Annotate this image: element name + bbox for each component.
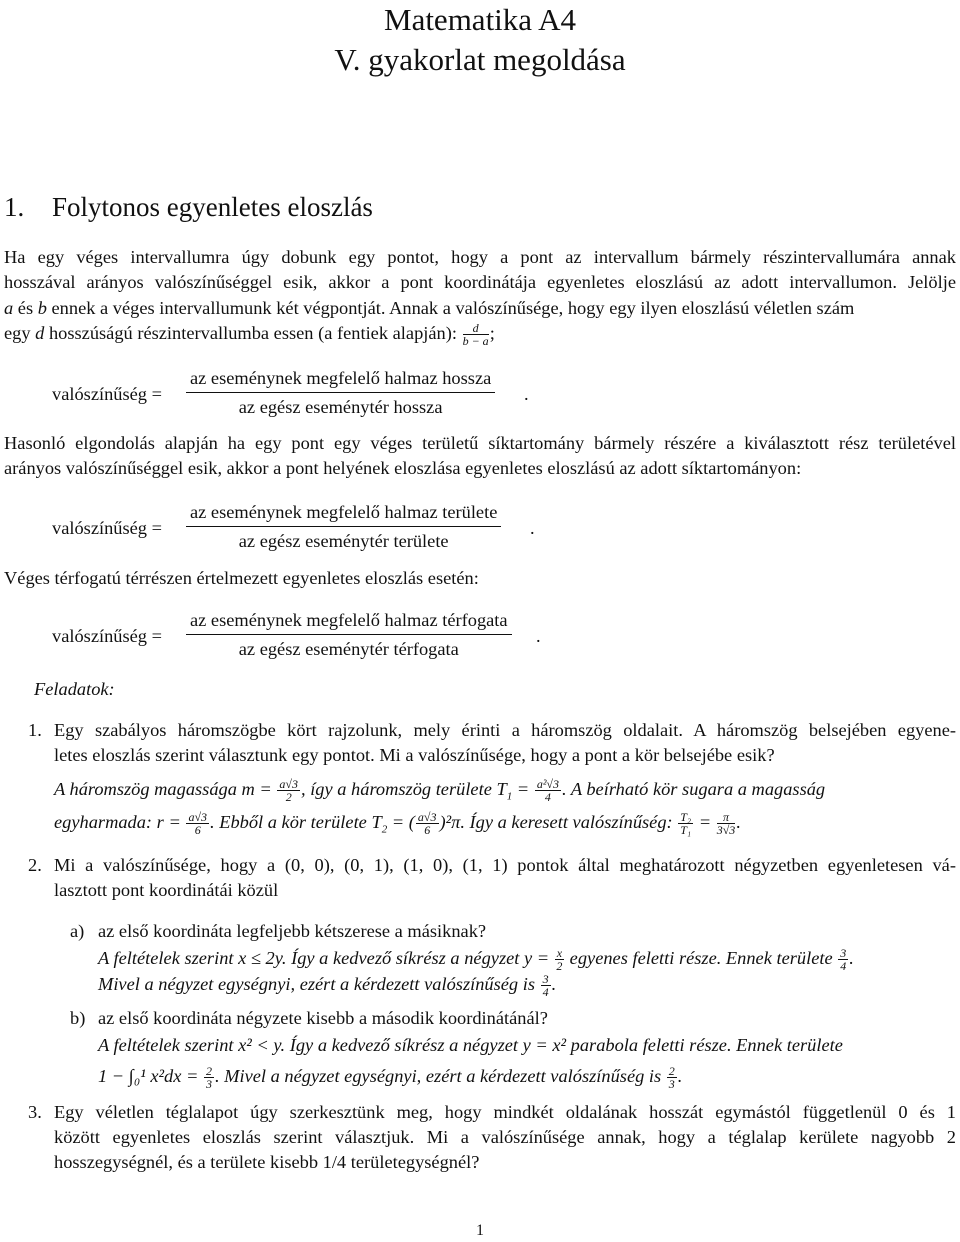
var-T: T: [496, 779, 507, 799]
fraction-denominator: 6: [194, 823, 201, 838]
tasks-label: Feladatok:: [34, 679, 115, 699]
subtask-a-label: a): [70, 921, 85, 941]
equation-end: .: [536, 626, 541, 646]
fraction-numerator: a√3: [417, 810, 437, 825]
var-a: a: [4, 298, 14, 318]
solution-text: )²π. Így a keresett valószínűség:: [439, 812, 678, 832]
intro-text: hosszúságú részintervallumba essen (a fentiek alapján):: [44, 323, 462, 343]
fraction-denominator: 3: [205, 1077, 212, 1092]
subtask-a-question: az első koordináta legfeljebb kétszerese a másiknak?: [98, 921, 487, 941]
parabola-equation: y = x²: [522, 1035, 567, 1055]
task-text: hosszegységnél, és a területe kisebb: [54, 1152, 323, 1172]
solution-text: .: [736, 812, 741, 832]
points-list: (0, 0), (0, 1), (1, 0), (1, 1): [284, 855, 508, 875]
task3-line-3: [54, 1150, 479, 1174]
solution-text: Mivel a négyzet egységnyi, ezért a kérdezett valószínűség is: [98, 974, 540, 994]
intro-line-2: hosszával arányos valószínűséggel esik, akkor a pont koordinátája egyenletes eloszlású az adott intervallumon. Jelölje: [4, 272, 956, 292]
equation-fraction: [186, 608, 512, 661]
intro-text: és: [13, 298, 38, 318]
para2-line-1: Hasonló elgondolás alapján ha egy pont egy véges területű síktartomány bármely részére a kiválasztott rész területével: [4, 433, 956, 453]
fraction-denominator: 3: [668, 1077, 675, 1092]
solution-text: .: [551, 974, 557, 994]
solution-text: =: [163, 812, 186, 832]
inline-fraction: [416, 811, 439, 836]
inline-fraction: [838, 947, 848, 972]
intro-text: ;: [489, 323, 495, 343]
solution-text: =: [532, 948, 554, 968]
solution-text: . A beírható kör sugara a magasság: [562, 779, 826, 799]
fraction-denominator: 4: [544, 790, 551, 805]
solution-text: . Így a kedvező síkrész a négyzet: [280, 1035, 523, 1055]
inline-fraction: [717, 811, 736, 836]
inequality: x² < y: [238, 1035, 281, 1055]
section-number: 1.: [4, 192, 25, 222]
intro-line-3: [4, 296, 854, 320]
inline-fraction: [555, 947, 564, 972]
var-T: T: [371, 812, 382, 832]
fraction-denominator: az egész eseménytér területe: [238, 531, 449, 551]
solution-text: A háromszög magassága: [54, 779, 242, 799]
inline-fraction: [186, 811, 209, 836]
task1-solution-line-1: [54, 777, 825, 809]
inline-fraction: [204, 1065, 214, 1090]
task2-line-2: lasztott pont koordinátái közül: [54, 880, 279, 900]
page-number: 1: [476, 1222, 484, 1239]
solution-text: egyharmada:: [54, 812, 157, 832]
fraction-numerator: 3: [542, 972, 549, 987]
task1-solution-line-2: [54, 810, 741, 842]
fraction-inline: 1/4: [322, 1152, 347, 1172]
intro-line-4: [4, 321, 495, 347]
task2-line-1: [54, 853, 956, 877]
intro-text: ennek a véges intervallumunk két végpontját. Annak a valószínűsége, hogy egy ilyen eloszlású véletlen szám: [46, 298, 855, 318]
fraction-denominator: 4: [542, 985, 549, 1000]
solution-text: . Mivel a négyzet egységnyi, ezért a kérdezett valószínűség is: [214, 1066, 666, 1086]
section-heading: [4, 190, 373, 224]
fraction-numerator: x: [556, 946, 563, 961]
fraction-numerator: az eseménynek megfelelő halmaz területe: [186, 500, 501, 527]
fraction-numerator: π: [717, 811, 736, 824]
subscript: 2: [381, 823, 388, 836]
inline-fraction: [541, 973, 551, 998]
solution-text: , így a háromszög területe: [301, 779, 497, 799]
inequality: x ≤ 2y: [238, 948, 282, 968]
solution-text: A feltételek szerint: [98, 948, 239, 968]
fraction-denominator: 4: [840, 959, 847, 974]
subtask-a-solution-line-2: [98, 972, 556, 998]
subtask-b-label: b): [70, 1008, 86, 1028]
document-title: Matematika A4: [384, 2, 576, 37]
equation-fraction: [186, 366, 495, 419]
fraction-denominator: 2: [285, 790, 292, 805]
fraction-denominator: T₁: [680, 823, 692, 838]
document-subtitle: V. gyakorlat megoldása: [334, 42, 626, 77]
solution-text: parabola feletti része. Ennek területe: [566, 1035, 843, 1055]
intro-text: egy: [4, 323, 36, 343]
inline-fraction: [277, 778, 300, 803]
equation-end: .: [530, 518, 535, 538]
task-text: területegységnél?: [346, 1152, 480, 1172]
task3-line-1: Egy véletlen téglalapot úgy szerkesztünk meg, hogy mindkét oldalának hosszát egymástól függetlenül 0 és 1: [54, 1102, 956, 1122]
equation-lhs: valószínűség =: [52, 518, 162, 538]
solution-text: = (: [387, 812, 415, 832]
fraction-denominator: 2: [556, 959, 563, 974]
fraction-denominator: az egész eseménytér térfogata: [238, 639, 459, 659]
subtask-b-solution-line-2: [98, 1064, 682, 1090]
task3-line-2: között egyenletes eloszlás szerint választjuk. Mi a valószínűsége annak, hogy a téglalap kerülete nagyobb 2: [54, 1127, 956, 1147]
solution-text: A feltételek szerint: [98, 1035, 239, 1055]
subscript: 1: [506, 790, 513, 803]
task1-line-1: Egy szabályos háromszögbe kört rajzolunk, mely érinti a háromszög oldalait. A háromszög belsejében egyene-: [54, 720, 956, 740]
task3-number: 3.: [28, 1102, 42, 1122]
fraction-numerator: a²√3: [536, 777, 559, 792]
fraction-numerator: T₂: [680, 810, 692, 825]
fraction-denominator: az egész eseménytér hossza: [238, 397, 443, 417]
para3-line-1: Véges térfogatú térrészen értelmezett egyenletes eloszlás esetén:: [4, 568, 479, 588]
subtask-b-question: az első koordináta négyzete kisebb a második koordinátánál?: [98, 1008, 548, 1028]
section-title: Folytonos egyenletes eloszlás: [52, 192, 373, 222]
fraction-numerator: d: [463, 322, 489, 335]
fraction-numerator: 2: [205, 1064, 212, 1079]
integral-expression: 1 − ∫₀¹ x²dx =: [98, 1066, 203, 1086]
para2-line-2: arányos valószínűséggel esik, akkor a pont helyének eloszlása egyenletes eloszlású az adott síktartományon:: [4, 458, 802, 478]
fraction-numerator: az eseménynek megfelelő halmaz térfogata: [186, 608, 512, 635]
solution-text: =: [694, 812, 716, 832]
solution-text: .: [677, 1066, 683, 1086]
solution-text: =: [254, 779, 277, 799]
var-d: d: [35, 323, 45, 343]
task-text: Mi a valószínűsége, hogy a: [54, 855, 285, 875]
var-b: b: [37, 298, 47, 318]
fraction-numerator: a√3: [188, 810, 208, 825]
inline-fraction: [463, 322, 489, 347]
fraction-numerator: az eseménynek megfelelő halmaz hossza: [186, 366, 495, 393]
inline-fraction: [678, 811, 693, 836]
fraction-denominator: b − a: [462, 334, 489, 349]
solution-text: =: [512, 779, 534, 799]
equation-end: .: [524, 384, 529, 404]
var-y: y: [523, 948, 533, 968]
fraction-denominator: 6: [424, 823, 431, 838]
task2-number: 2.: [28, 855, 42, 875]
var-m: m: [241, 779, 255, 799]
solution-text: . Így a kedvező síkrész a négyzet: [281, 948, 524, 968]
subtask-a-solution-line-1: [98, 946, 854, 972]
inline-fraction: [535, 778, 561, 803]
equation-lhs: valószínűség =: [52, 626, 162, 646]
fraction-numerator: 3: [840, 946, 847, 961]
task-text: pontok által meghatározott négyzetben egyenletesen vá-: [507, 855, 956, 875]
subtask-b-solution-line-1: [98, 1033, 843, 1057]
fraction-numerator: 2: [668, 1064, 675, 1079]
equation-fraction: [186, 500, 501, 553]
task1-number: 1.: [28, 720, 42, 740]
solution-text: egyenes feletti része. Ennek területe: [565, 948, 838, 968]
intro-line-1: Ha egy véges intervallumra úgy dobunk egy pontot, hogy a pont az intervallum bármely részintervallumára annak: [4, 247, 956, 267]
fraction-numerator: a√3: [279, 777, 298, 792]
task1-line-2: letes eloszlás szerint választunk egy pontot. Mi a valószínűsége, hogy a pont a kör belsejébe esik?: [54, 745, 775, 765]
solution-text: . Ebből a kör területe: [210, 812, 372, 832]
equation-lhs: valószínűség =: [52, 384, 162, 404]
inline-fraction: [667, 1065, 677, 1090]
fraction-denominator: 3√3: [716, 823, 736, 838]
solution-text: .: [849, 948, 854, 968]
var-r: r: [156, 812, 164, 832]
